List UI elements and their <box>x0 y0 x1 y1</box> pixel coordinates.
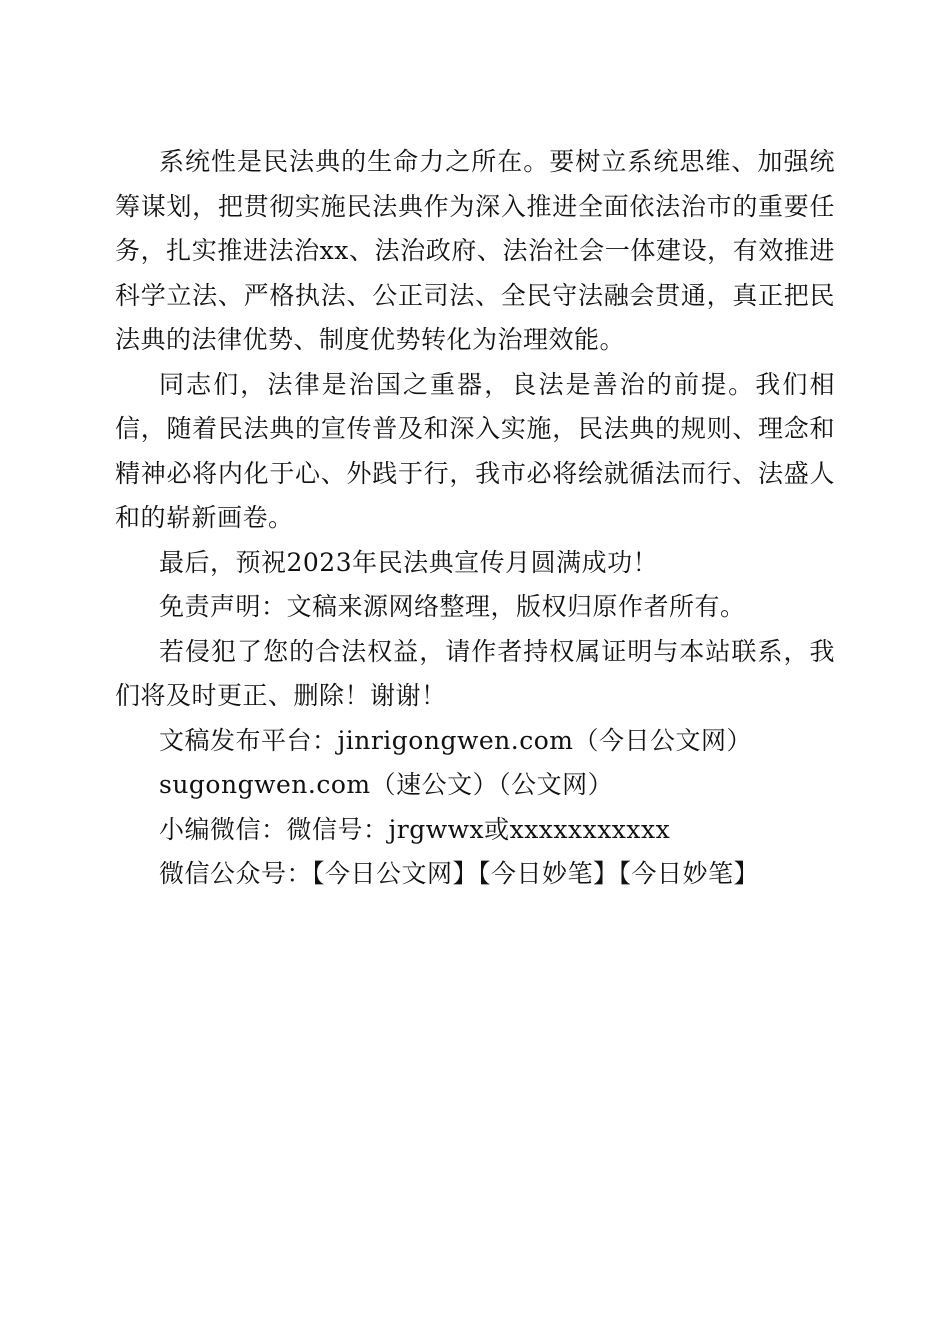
paragraph-publish-platform: 文稿发布平台：jinrigongwen.com（今日公文网） <box>159 725 752 755</box>
document-body <box>115 140 835 897</box>
paragraph-sugongwen: sugongwen.com（速公文）（公文网） <box>159 770 614 799</box>
paragraph-systematic: 系统性是民法典的生命力之所在。要树立系统思维、加强统筹谋划，把贯彻实施民法典作为深入推进全面依法治市的重要任务，扎实推进法治xx、法治政府、法治社会一体建设，有效推进科学立法、严格执法、公正司法、全民守法融会贯通，真正把民法典的法律优势、制度优势转化为治理效能。 <box>115 147 835 354</box>
paragraph-closing-wish: 最后，预祝2023年民法典宣传月圆满成功！ <box>159 547 659 577</box>
paragraph-comrades: 同志们，法律是治国之重器，良法是善治的前提。我们相信，随着民法典的宣传普及和深入实施，民法典的规则、理念和精神必将内化于心、外践于行，我市必将绘就循法而行、法盛人和的崭新画卷。 <box>115 369 835 532</box>
paragraph-disclaimer: 免责声明：文稿来源网络整理，版权归原作者所有。 <box>159 592 746 621</box>
paragraph-infringement-notice: 若侵犯了您的合法权益，请作者持权属证明与本站联系，我们将及时更正、删除！谢谢！ <box>115 636 835 710</box>
paragraph-editor-wechat: 小编微信：微信号：jrgwwx或xxxxxxxxxxx <box>159 814 671 844</box>
paragraph-wechat-accounts: 微信公众号：【今日公文网】【今日妙笔】【今日妙笔】 <box>159 859 760 888</box>
